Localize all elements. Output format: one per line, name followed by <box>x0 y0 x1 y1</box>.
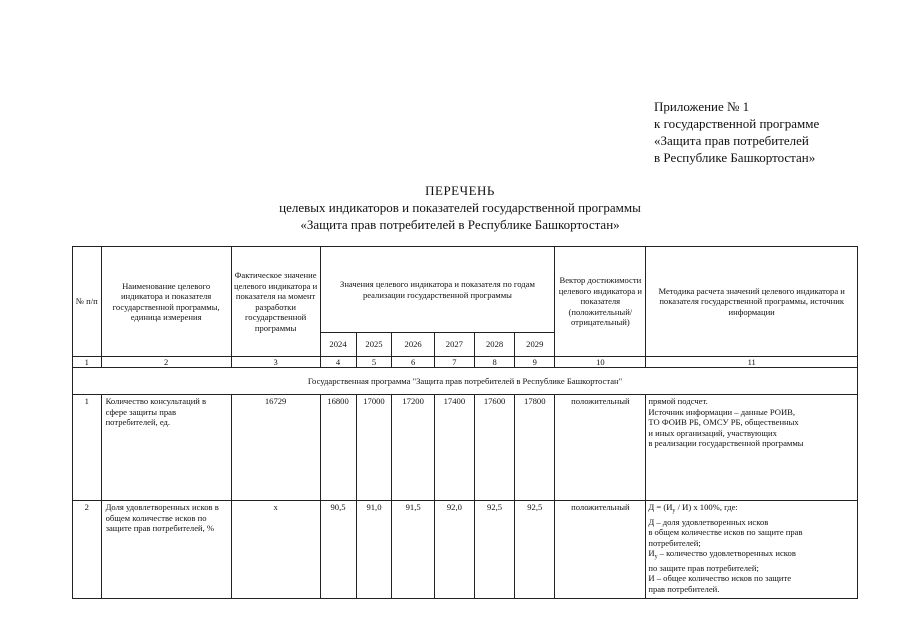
document-heading <box>200 182 720 233</box>
column-number: 5 <box>356 357 392 368</box>
row-value: 17000 <box>356 395 392 501</box>
column-number: 10 <box>555 357 646 368</box>
method-line: ТО ФОИВ РБ, ОМСУ РБ, общественных <box>648 417 799 427</box>
formula-start: Д = (И <box>648 502 673 512</box>
appendix-line: «Защита прав потребителей <box>654 133 809 148</box>
header-actual: Фактическое значение целевого индикатора и показателя на момент разработки государственной программы <box>231 247 320 357</box>
table-row <box>73 395 858 501</box>
header-year: 2026 <box>392 333 434 357</box>
row-value: 92,5 <box>474 501 514 599</box>
iu-sub: у <box>654 554 658 560</box>
method-line: прав потребителей. <box>648 583 720 594</box>
row-num: 2 <box>73 501 102 599</box>
header-year: 2025 <box>356 333 392 357</box>
appendix-line: в Республике Башкортостан» <box>654 150 816 165</box>
table-row <box>73 501 858 599</box>
column-number: 4 <box>320 357 356 368</box>
method-line: потребителей; <box>648 537 701 548</box>
method-line: прямой подсчет. <box>648 396 708 406</box>
row-value: 91,5 <box>392 501 434 599</box>
row-value: 17400 <box>434 395 474 501</box>
column-number: 7 <box>434 357 474 368</box>
row-name: Количество консультаций в сфере защиты прав потребителей, ед. <box>101 395 231 501</box>
row-num: 1 <box>73 395 102 501</box>
header-year: 2029 <box>515 333 555 357</box>
method-line: И – общее количество исков по защите <box>648 573 792 583</box>
program-row-title: Государственная программа "Защита прав потребителей в Республике Башкортостан" <box>73 368 858 395</box>
formula-line <box>648 502 855 517</box>
row-vector: положительный <box>555 395 646 501</box>
document-title: ПЕРЕЧЕНЬ <box>425 183 495 198</box>
column-number: 9 <box>515 357 555 368</box>
program-name: «Защита прав потребителей в Республике Башкортостан» <box>300 217 620 232</box>
column-number: 8 <box>474 357 514 368</box>
row-method <box>646 395 858 501</box>
row-value: 17600 <box>474 395 514 501</box>
method-line: в реализации государственной программы <box>648 438 804 448</box>
formula-sub: у <box>672 508 676 514</box>
row-actual: 16729 <box>231 395 320 501</box>
row-method <box>646 501 858 599</box>
appendix-line: Приложение № 1 <box>654 99 750 114</box>
row-actual: х <box>231 501 320 599</box>
header-year: 2028 <box>474 333 514 357</box>
header-name: Наименование целевого индикатора и показателя государственной программы, единица измерения <box>101 247 231 357</box>
row-value: 17800 <box>515 395 555 501</box>
appendix-block <box>654 98 894 166</box>
row-name: Доля удовлетворенных исков в общем количестве исков по защите прав потребителей, % <box>101 501 231 599</box>
row-value: 92,0 <box>434 501 474 599</box>
formula-end: / И) х 100%, где: <box>675 502 738 512</box>
column-number: 3 <box>231 357 320 368</box>
column-number: 11 <box>646 357 858 368</box>
header-vector: Вектор достижимости целевого индикатора и показателя (положительный/ отрицательный) <box>555 247 646 357</box>
row-value: 91,0 <box>356 501 392 599</box>
iu-line <box>648 548 855 563</box>
row-value: 16800 <box>320 395 356 501</box>
header-num: № п/п <box>73 247 102 357</box>
document-subtitle: целевых индикаторов и показателей государственной программы <box>279 200 641 215</box>
method-line: и иных организаций, участвующих <box>648 427 777 438</box>
indicators-table <box>72 246 858 599</box>
column-number: 2 <box>101 357 231 368</box>
iu-prefix: И <box>648 548 655 558</box>
row-value: 90,5 <box>320 501 356 599</box>
header-values: Значения целевого индикатора и показателя по годам реализации государственной программы <box>320 247 555 333</box>
appendix-line: к государственной программе <box>654 116 820 131</box>
header-year: 2027 <box>434 333 474 357</box>
method-line: Источник информации – данные РОИВ, <box>648 406 796 417</box>
header-method: Методика расчета значений целевого индикатора и показателя государственной программы, источник информации <box>646 247 858 357</box>
column-number: 1 <box>73 357 102 368</box>
row-value: 92,5 <box>515 501 555 599</box>
method-line: в общем количестве исков по защите прав <box>648 527 803 537</box>
method-line: Д – доля удовлетворенных исков <box>648 516 769 527</box>
row-value: 17200 <box>392 395 434 501</box>
column-number: 6 <box>392 357 434 368</box>
method-line: по защите прав потребителей; <box>648 562 759 573</box>
iu-text: – количество удовлетворенных исков <box>657 548 796 558</box>
row-vector: положительный <box>555 501 646 599</box>
header-year: 2024 <box>320 333 356 357</box>
